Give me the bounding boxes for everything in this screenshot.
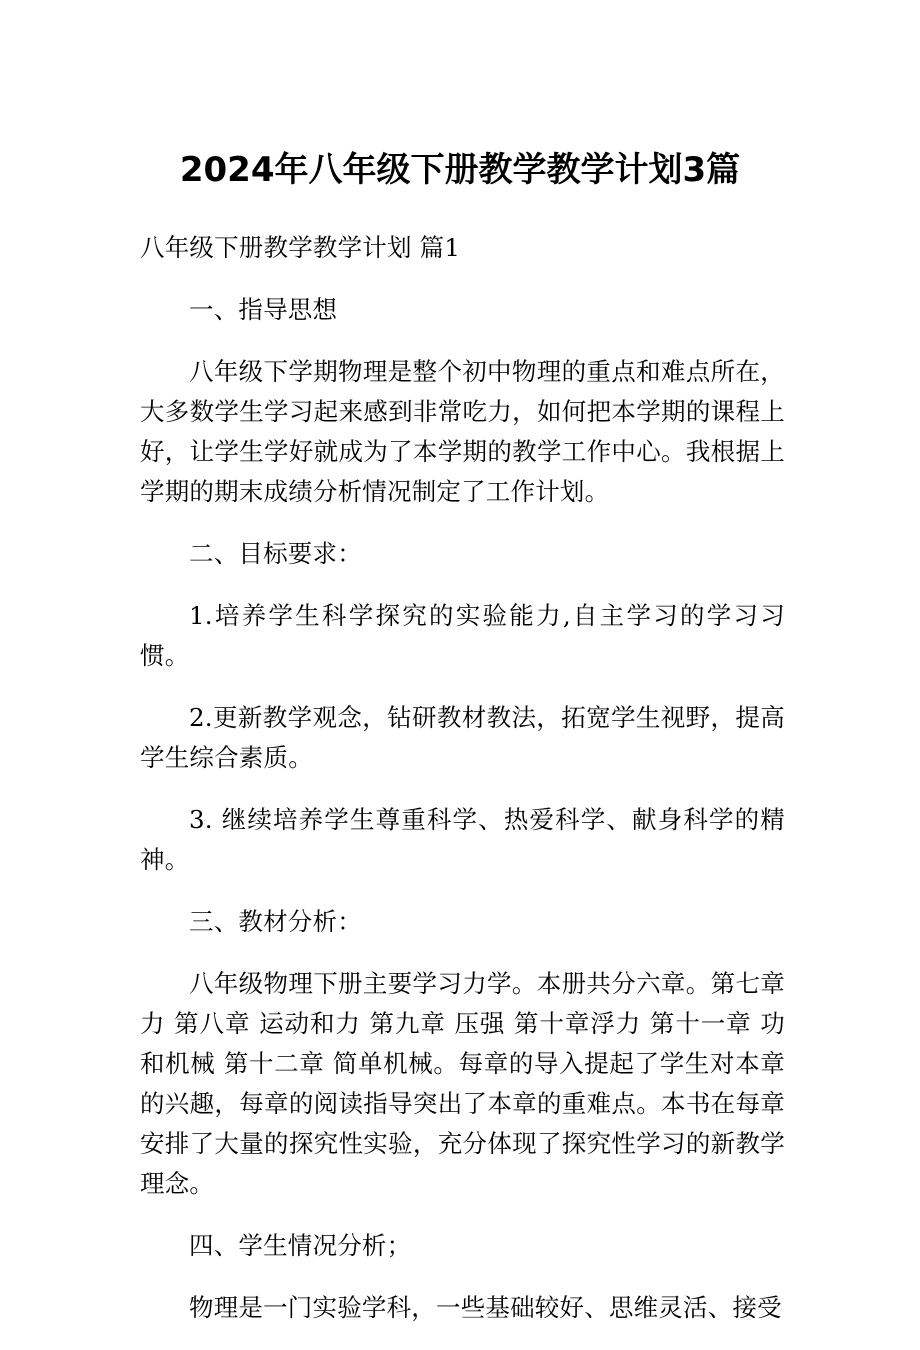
- heading-goals: 二、目标要求：: [189, 539, 362, 568]
- paragraph-student-analysis: 物理是一门实验学科，一些基础较好、思维灵活、接受: [189, 1293, 782, 1322]
- heading-student-analysis: 四、学生情况分析；: [189, 1231, 412, 1260]
- paragraph-guiding-ideology: 八年级下学期物理是整个初中物理的重点和难点所在，大多数学生学习起来感到非常吃力，如何把本学期的课程上好，让学生学好就成为了本学期的教学工作中心。我根据上学期的期末成绩分析情况制定了工作计划。: [140, 357, 785, 506]
- document-title: 2024年八年级下册教学教学计划3篇: [179, 150, 741, 190]
- paragraph-textbook-analysis: 八年级物理下册主要学习力学。本册共分六章。第七章 力 第八章 运动和力 第九章 压强 第十章浮力 第十一章 功和机械 第十二章 简单机械。每章的导入提起了学生对本章的兴趣，每章的阅读指导突出了本章的重难点。本书在每章安排了大量的探究性实验，充分体现了探究性学习的新教学理念。: [140, 969, 785, 1198]
- heading-textbook-analysis: 三、教材分析：: [189, 907, 362, 936]
- document-body: [140, 228, 785, 1350]
- goal-item-2: 2.更新教学观念，钻研教材教法，拓宽学生视野，提高学生综合素质。: [140, 703, 785, 772]
- section-heading-plan-1: 八年级下册教学教学计划 篇1: [140, 233, 461, 262]
- goal-item-1: 1.培养学生科学探究的实验能力,自主学习的学习习惯。: [140, 601, 785, 670]
- goal-item-3: 3. 继续培养学生尊重科学、热爱科学、献身科学的精神。: [140, 805, 785, 874]
- heading-guiding-ideology: 一、指导思想: [189, 295, 338, 324]
